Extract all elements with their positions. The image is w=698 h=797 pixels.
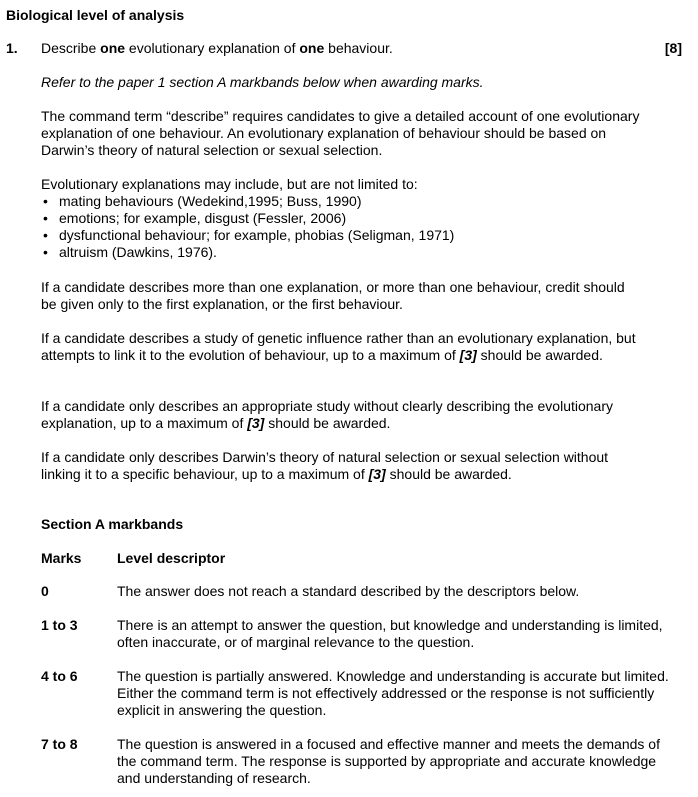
markband-marks: 7 to 8 <box>41 736 78 752</box>
genetic-text: If a candidate describes a study of genetic influence rather than an evolutionary explanation, but attempts to link it to the evolution of behaviour, up to a maximum of <box>41 330 636 363</box>
genetic-text-end: should be awarded. <box>476 347 603 363</box>
darwin-only-max-mark: [3] <box>368 466 386 482</box>
study-only-max-mark: [3] <box>247 415 265 431</box>
markbands-title: Section A markbands <box>41 516 184 532</box>
markband-marks: 0 <box>41 583 49 599</box>
question-marks: [8] <box>664 40 682 56</box>
darwin-only-text: If a candidate only describes Darwin’s theory of natural selection or sexual selection without linking it to a specific behaviour, up to a maximum of <box>41 449 609 482</box>
question-text-suffix: behaviour. <box>324 40 393 56</box>
list-item: • emotions; for example, disgust (Fessler, 2006) <box>41 210 661 227</box>
question-text <box>41 40 641 57</box>
list-item: • mating behaviours (Wedekind,1995; Buss, 1990) <box>41 193 661 210</box>
genetic-influence-paragraph <box>41 330 651 364</box>
command-term-paragraph: The command term “describe” requires candidates to give a detailed account of one evolutionary explanation of one behaviour. An evolutionary explanation of behaviour should be based on Darwin’s theory of natural selection or sexual selection. <box>41 108 640 158</box>
study-only-paragraph <box>41 398 661 432</box>
list-item: • altruism (Dawkins, 1976). <box>41 244 661 261</box>
markband-marks: 4 to 6 <box>41 668 78 684</box>
genetic-max-mark: [3] <box>459 347 477 363</box>
refer-note: Refer to the paper 1 section A markbands below when awarding marks. <box>41 74 484 90</box>
list-item: • dysfunctional behaviour; for example, phobias (Seligman, 1971) <box>41 227 661 244</box>
markband-descriptor: The question is partially answered. Knowledge and understanding is accurate but limited. Either the command term is not effectively addressed or the response is not sufficiently explicit in answering the question. <box>117 668 669 718</box>
markband-descriptor: The answer does not reach a standard described by the descriptors below. <box>117 583 580 599</box>
darwin-only-paragraph <box>41 449 651 483</box>
question-text-mid: evolutionary explanation of <box>125 40 300 56</box>
question-number: 1. <box>6 40 18 56</box>
markband-descriptor: The question is answered in a focused and effective manner and meets the demands of the command term. The response is supported by appropriate and accurate knowledge and understanding of research. <box>117 736 660 786</box>
markbands-header-descriptor: Level descriptor <box>117 550 226 566</box>
explanations-intro: Evolutionary explanations may include, but are not limited to: <box>41 176 418 192</box>
study-only-text-end: should be awarded. <box>264 415 391 431</box>
question-emphasis-one: one <box>100 40 126 56</box>
section-heading: Biological level of analysis <box>6 7 185 23</box>
darwin-only-text-end: should be awarded. <box>385 466 512 482</box>
markbands-header-marks: Marks <box>41 550 82 566</box>
markband-descriptor: There is an attempt to answer the question, but knowledge and understanding is limited, often inaccurate, or of marginal relevance to the question. <box>117 617 663 650</box>
question-emphasis-one-2: one <box>299 40 325 56</box>
markband-marks: 1 to 3 <box>41 617 78 633</box>
question-text-prefix: Describe <box>41 40 101 56</box>
more-than-one-paragraph: If a candidate describes more than one explanation, or more than one behaviour, credit should be given only to the first explanation, or the first behaviour. <box>41 279 625 312</box>
study-only-text: If a candidate only describes an appropriate study without clearly describing the evolutionary explanation, up to a maximum of <box>41 398 613 431</box>
explanations-list <box>41 193 661 261</box>
